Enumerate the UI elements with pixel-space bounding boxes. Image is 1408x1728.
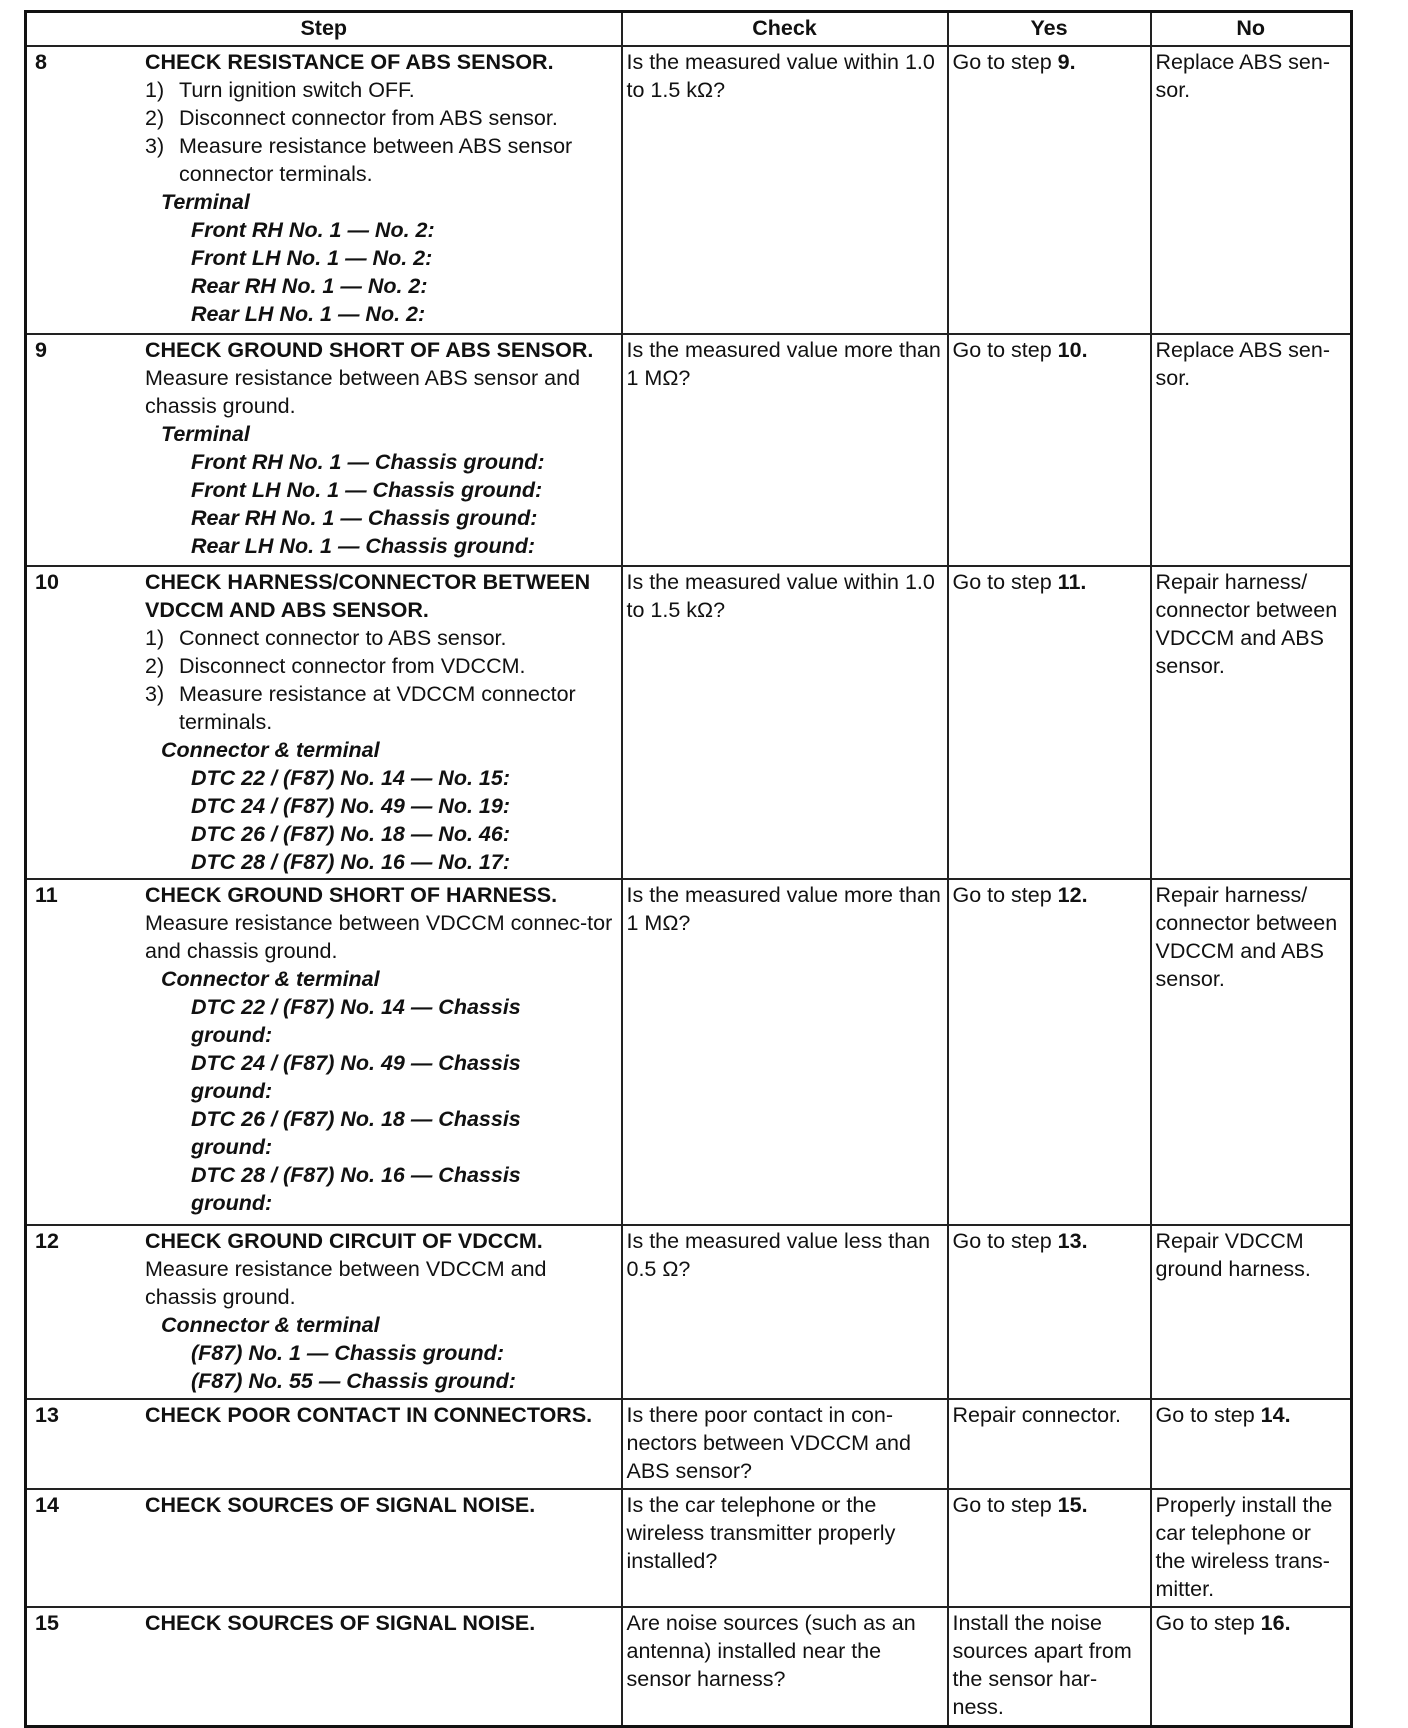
yes-text: Go to step	[952, 50, 1058, 74]
table-row	[26, 879, 1352, 1225]
table-row	[26, 1489, 1352, 1607]
terminal-heading: Connector & terminal	[161, 738, 380, 762]
procedure-item	[145, 680, 614, 736]
procedure-number: 3)	[145, 682, 165, 706]
step-cell	[26, 1399, 622, 1489]
terminal-spec: Front RH No. 1 — Chassis ground:	[191, 450, 545, 474]
step-layout	[31, 1227, 617, 1395]
header-step: Step	[26, 12, 622, 47]
step-cell	[26, 1607, 622, 1726]
terminal-spec: (F87) No. 55 — Chassis ground:	[191, 1369, 516, 1393]
no-cell	[1151, 566, 1352, 879]
step-body	[145, 881, 617, 1217]
step-layout	[31, 881, 617, 1217]
terminal-spec: Front LH No. 1 — Chassis ground:	[191, 478, 543, 502]
no-cell	[1151, 46, 1352, 334]
step-cell	[26, 879, 622, 1225]
yes-cell	[948, 46, 1151, 334]
step-title: CHECK SOURCES OF SIGNAL NOISE.	[145, 1611, 536, 1635]
no-text: Properly install the car telephone or the wireless trans-mitter.	[1155, 1493, 1333, 1601]
step-title: CHECK HARNESS/CONNECTOR BETWEEN VDCCM AND ABS SENSOR.	[145, 570, 591, 622]
step-number: 11	[35, 883, 58, 907]
procedure-text: Disconnect connector from ABS sensor.	[179, 106, 558, 130]
yes-step-ref: 13.	[1057, 1229, 1088, 1253]
yes-cell	[948, 1399, 1151, 1489]
procedure-text: Disconnect connector from VDCCM.	[179, 654, 526, 678]
yes-step-ref: 9.	[1057, 50, 1076, 74]
no-text: Repair VDCCM ground harness.	[1155, 1229, 1311, 1281]
check-cell: Is the measured value within 1.0 to 1.5 kΩ?	[622, 566, 948, 879]
check-cell: Is there poor contact in con-nectors between VDCCM and ABS sensor?	[622, 1399, 948, 1489]
terminal-heading: Connector & terminal	[161, 967, 380, 991]
terminal-spec: DTC 26 / (F87) No. 18 — No. 46:	[191, 822, 510, 846]
step-body	[145, 568, 617, 876]
terminal-spec: (F87) No. 1 — Chassis ground:	[191, 1341, 504, 1365]
terminal-spec: Rear RH No. 1 — No. 2:	[191, 274, 428, 298]
terminal-heading: Connector & terminal	[161, 1313, 380, 1337]
step-number: 8	[35, 50, 47, 74]
no-cell	[1151, 1399, 1352, 1489]
check-cell: Is the measured value less than 0.5 Ω?	[622, 1225, 948, 1399]
yes-step-ref: 12.	[1057, 883, 1088, 907]
yes-text: Go to step	[952, 883, 1058, 907]
terminal-spec: Rear LH No. 1 — No. 2:	[191, 302, 426, 326]
procedure-item	[145, 76, 614, 104]
terminal-heading: Terminal	[161, 190, 250, 214]
yes-cell	[948, 1225, 1151, 1399]
procedure-number: 1)	[145, 78, 165, 102]
step-layout	[31, 1401, 617, 1429]
step-body	[145, 1491, 617, 1519]
terminal-spec: Front RH No. 1 — No. 2:	[191, 218, 435, 242]
step-cell	[26, 1225, 622, 1399]
no-text: Replace ABS sen-sor.	[1155, 50, 1330, 102]
step-intro: Measure resistance between ABS sensor and chassis ground.	[145, 366, 581, 418]
step-layout	[31, 48, 617, 328]
table-row	[26, 1225, 1352, 1399]
step-title: CHECK RESISTANCE OF ABS SENSOR.	[145, 50, 554, 74]
check-cell: Is the measured value more than 1 MΩ?	[622, 334, 948, 566]
step-body	[145, 1609, 617, 1637]
terminal-spec: DTC 24 / (F87) No. 49 — No. 19:	[191, 794, 510, 818]
procedure-item	[145, 104, 614, 132]
step-number: 14	[35, 1493, 59, 1517]
diagnostic-page	[24, 10, 1350, 1719]
step-title: CHECK GROUND CIRCUIT OF VDCCM.	[145, 1229, 543, 1253]
terminal-spec: DTC 26 / (F87) No. 18 — Chassis ground:	[191, 1107, 521, 1159]
step-title: CHECK GROUND SHORT OF ABS SENSOR.	[145, 338, 594, 362]
diagnostic-table	[24, 10, 1353, 1728]
no-text: Go to step	[1155, 1611, 1261, 1635]
procedure-item	[145, 624, 614, 652]
no-text: Repair harness/ connector between VDCCM and ABS sensor.	[1155, 570, 1338, 678]
step-intro: Measure resistance between VDCCM connec-tor and chassis ground.	[145, 911, 613, 963]
yes-text: Go to step	[952, 1229, 1058, 1253]
step-body	[145, 1227, 617, 1395]
terminal-spec: Front LH No. 1 — No. 2:	[191, 246, 433, 270]
yes-step-ref: 11.	[1057, 570, 1087, 594]
step-layout	[31, 336, 617, 560]
no-cell	[1151, 1607, 1352, 1726]
step-number: 9	[35, 338, 47, 362]
no-cell	[1151, 879, 1352, 1225]
procedure-text: Measure resistance between ABS sensor connector terminals.	[179, 134, 573, 186]
terminal-spec: DTC 28 / (F87) No. 16 — Chassis ground:	[191, 1163, 521, 1215]
step-layout	[31, 1609, 617, 1637]
header-row	[26, 12, 1352, 47]
check-cell: Is the measured value within 1.0 to 1.5 kΩ?	[622, 46, 948, 334]
step-body	[145, 48, 617, 328]
terminal-heading: Terminal	[161, 422, 250, 446]
header-yes: Yes	[948, 12, 1151, 47]
check-cell: Is the car telephone or the wireless transmitter properly installed?	[622, 1489, 948, 1607]
step-layout	[31, 568, 617, 876]
terminal-spec: Rear RH No. 1 — Chassis ground:	[191, 506, 538, 530]
no-cell	[1151, 334, 1352, 566]
table-row	[26, 46, 1352, 334]
procedure-number: 1)	[145, 626, 165, 650]
yes-cell	[948, 566, 1151, 879]
step-layout	[31, 1491, 617, 1519]
terminal-spec: DTC 24 / (F87) No. 49 — Chassis ground:	[191, 1051, 521, 1103]
procedure-number: 3)	[145, 134, 165, 158]
procedure-item	[145, 132, 614, 188]
no-step-ref: 16.	[1260, 1611, 1291, 1635]
no-text: Go to step	[1155, 1403, 1261, 1427]
header-no: No	[1151, 12, 1352, 47]
table-body	[26, 46, 1352, 1726]
step-number: 15	[35, 1611, 59, 1635]
yes-text: Go to step	[952, 338, 1058, 362]
step-number: 12	[35, 1229, 59, 1253]
yes-step-ref: 15.	[1057, 1493, 1088, 1517]
table-row	[26, 1607, 1352, 1726]
yes-text: Install the noise sources apart from the sensor har-ness.	[952, 1611, 1132, 1719]
yes-cell	[948, 1607, 1151, 1726]
yes-cell	[948, 334, 1151, 566]
step-title: CHECK SOURCES OF SIGNAL NOISE.	[145, 1493, 536, 1517]
step-cell	[26, 334, 622, 566]
yes-text: Go to step	[952, 570, 1058, 594]
step-body	[145, 336, 617, 560]
check-cell: Is the measured value more than 1 MΩ?	[622, 879, 948, 1225]
procedure-text: Turn ignition switch OFF.	[179, 78, 415, 102]
terminal-spec: DTC 28 / (F87) No. 16 — No. 17:	[191, 850, 510, 874]
procedure-number: 2)	[145, 106, 165, 130]
procedure-text: Measure resistance at VDCCM connector terminals.	[179, 682, 576, 734]
table-row	[26, 334, 1352, 566]
yes-step-ref: 10.	[1057, 338, 1088, 362]
yes-text: Go to step	[952, 1493, 1058, 1517]
step-title: CHECK GROUND SHORT OF HARNESS.	[145, 883, 558, 907]
step-intro: Measure resistance between VDCCM and chassis ground.	[145, 1257, 547, 1309]
no-step-ref: 14.	[1260, 1403, 1291, 1427]
table-row	[26, 1399, 1352, 1489]
step-title: CHECK POOR CONTACT IN CONNECTORS.	[145, 1403, 593, 1427]
yes-cell	[948, 1489, 1151, 1607]
no-text: Repair harness/ connector between VDCCM and ABS sensor.	[1155, 883, 1338, 991]
table-row	[26, 566, 1352, 879]
no-cell	[1151, 1225, 1352, 1399]
procedure-item	[145, 652, 614, 680]
step-body	[145, 1401, 617, 1429]
step-number: 10	[35, 570, 59, 594]
terminal-spec: DTC 22 / (F87) No. 14 — No. 15:	[191, 766, 510, 790]
procedure-number: 2)	[145, 654, 165, 678]
terminal-spec: Rear LH No. 1 — Chassis ground:	[191, 534, 536, 558]
step-number: 13	[35, 1403, 59, 1427]
check-cell: Are noise sources (such as an antenna) installed near the sensor harness?	[622, 1607, 948, 1726]
procedure-text: Connect connector to ABS sensor.	[179, 626, 507, 650]
step-cell	[26, 566, 622, 879]
header-check: Check	[622, 12, 948, 47]
no-cell	[1151, 1489, 1352, 1607]
step-cell	[26, 46, 622, 334]
yes-text: Repair connector.	[952, 1403, 1122, 1427]
yes-cell	[948, 879, 1151, 1225]
no-text: Replace ABS sen-sor.	[1155, 338, 1330, 390]
terminal-spec: DTC 22 / (F87) No. 14 — Chassis ground:	[191, 995, 521, 1047]
step-cell	[26, 1489, 622, 1607]
